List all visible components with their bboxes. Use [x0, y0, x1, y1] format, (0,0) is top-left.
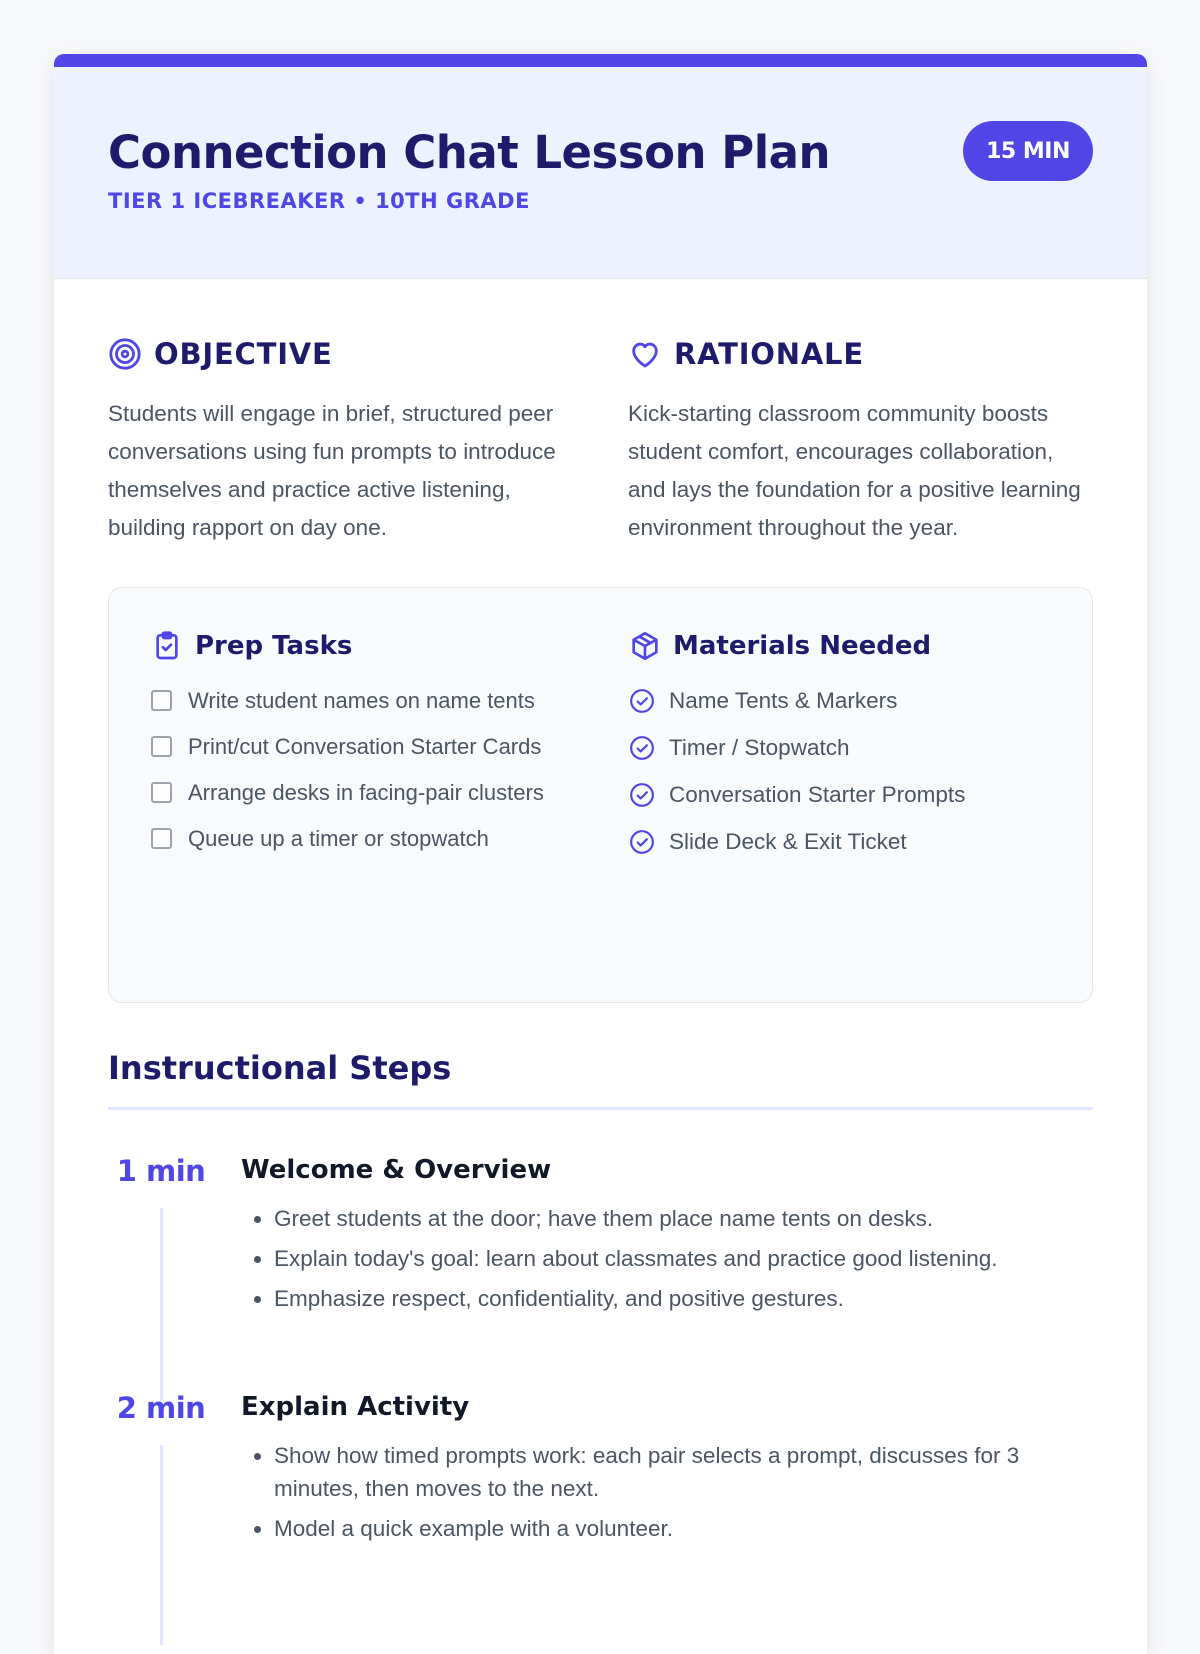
step-title: Explain Activity: [241, 1392, 470, 1422]
objective-heading: [108, 337, 568, 371]
check-circle-icon: [629, 735, 655, 761]
material-label: Timer / Stopwatch: [669, 735, 850, 760]
task-checkbox[interactable]: [151, 828, 172, 849]
step-explain-activity: [108, 1389, 1093, 1545]
step-bullet: • Show how timed prompts work: each pair selects a prompt, discusses for 3 minutes, then moves to the next.: [274, 1439, 1093, 1505]
prep-task-label: Arrange desks in facing-pair clusters: [188, 780, 544, 805]
prep-materials-box: [108, 587, 1093, 1003]
rationale-heading-label: RATIONALE: [674, 337, 864, 371]
material-item: [629, 778, 1049, 811]
box-icon: [629, 630, 661, 662]
timeline-line: [160, 1208, 163, 1408]
objective-heading-label: OBJECTIVE: [154, 337, 333, 371]
duration-badge: 15 MIN: [963, 121, 1093, 181]
prep-tasks-heading: [151, 630, 571, 662]
step-duration: 2 min: [116, 1391, 206, 1425]
timeline-line: [160, 1445, 163, 1645]
step-bullet: • Model a quick example with a volunteer.: [274, 1512, 1093, 1545]
check-circle-icon: [629, 782, 655, 808]
material-label: Name Tents & Markers: [669, 688, 898, 713]
material-item: [629, 731, 1049, 764]
materials-heading: [629, 630, 1049, 662]
page-title: Connection Chat Lesson Plan: [108, 126, 831, 179]
prep-task-item[interactable]: [151, 730, 571, 763]
objective-section: [108, 337, 568, 547]
step-bullet-list: [241, 1439, 1093, 1545]
target-icon: [108, 337, 142, 371]
step-bullet: • Explain today's goal: learn about classmates and practice good listening.: [274, 1242, 1093, 1275]
heart-icon: [628, 337, 662, 371]
material-label: Slide Deck & Exit Ticket: [669, 829, 907, 854]
prep-task-item[interactable]: [151, 684, 571, 717]
accent-bar: [54, 54, 1147, 67]
task-checkbox[interactable]: [151, 690, 172, 711]
step-duration: 1 min: [116, 1154, 206, 1188]
clipboard-check-icon: [151, 630, 183, 662]
task-checkbox[interactable]: [151, 736, 172, 757]
lesson-body: [54, 279, 1147, 1545]
objective-text: Students will engage in brief, structured peer conversations using fun prompts to introduce themselves and practice active listening, building rapport on day one.: [108, 401, 556, 540]
rationale-section: [628, 337, 1088, 547]
prep-task-label: Queue up a timer or stopwatch: [188, 826, 489, 851]
prep-task-label: Write student names on name tents: [188, 688, 535, 713]
step-title: Welcome & Overview: [241, 1155, 552, 1185]
page-subtitle: TIER 1 ICEBREAKER • 10TH GRADE: [108, 189, 530, 214]
task-checkbox[interactable]: [151, 782, 172, 803]
prep-task-item[interactable]: [151, 822, 571, 855]
material-item: [629, 825, 1049, 858]
prep-tasks-heading-label: Prep Tasks: [195, 631, 353, 661]
lesson-header: [54, 67, 1147, 279]
check-circle-icon: [629, 829, 655, 855]
step-bullet-list: [241, 1202, 1093, 1315]
lesson-plan-card: [54, 54, 1147, 1654]
materials-heading-label: Materials Needed: [673, 631, 932, 661]
material-item: [629, 684, 1049, 717]
prep-task-label: Print/cut Conversation Starter Cards: [188, 734, 542, 759]
rationale-text: Kick-starting classroom community boosts student comfort, encourages collaboration, and lays the foundation for a positive learning environment throughout the year.: [628, 401, 1081, 540]
prep-task-item[interactable]: [151, 776, 571, 809]
step-bullet: • Emphasize respect, confidentiality, and positive gestures.: [274, 1282, 1093, 1315]
prep-tasks-section: [151, 630, 571, 1002]
step-bullet: • Greet students at the door; have them place name tents on desks.: [274, 1202, 1093, 1235]
instructional-steps-heading: Instructional Steps: [108, 1049, 1093, 1110]
objective-rationale-row: [108, 279, 1093, 547]
materials-section: [629, 630, 1049, 1002]
step-welcome: [108, 1152, 1093, 1315]
materials-list: [629, 684, 1049, 858]
material-label: Conversation Starter Prompts: [669, 782, 966, 807]
check-circle-icon: [629, 688, 655, 714]
rationale-heading: [628, 337, 1088, 371]
prep-task-list: [151, 684, 571, 855]
